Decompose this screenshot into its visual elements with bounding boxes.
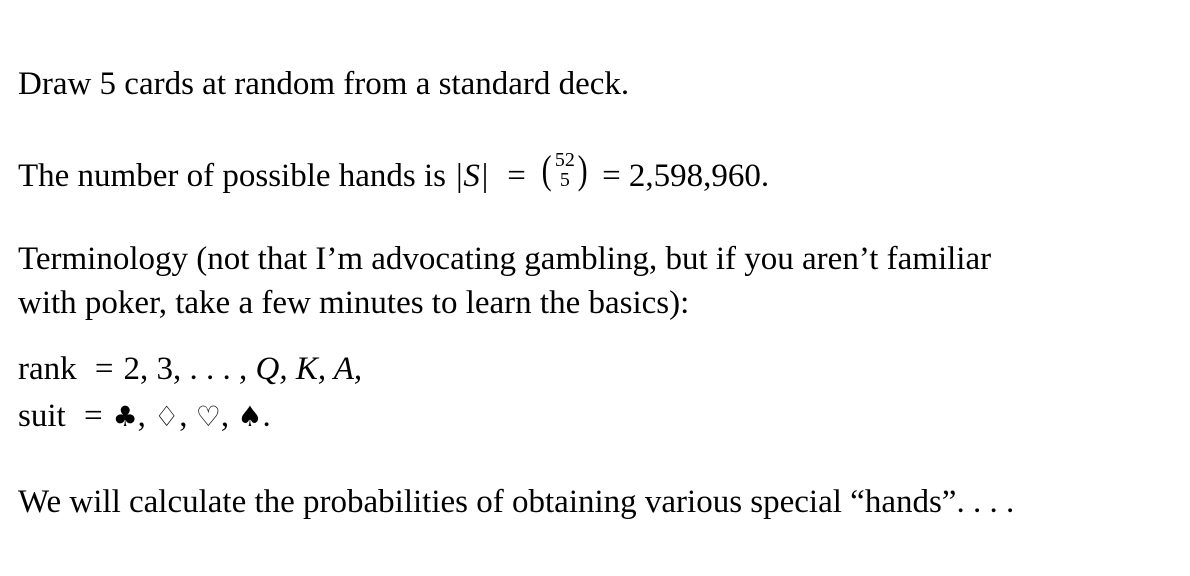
- draw-cards-text: Draw 5 cards at random from a standard deck.: [18, 66, 630, 102]
- binomial-bottom: 5: [559, 169, 570, 191]
- binomial-top: 52: [554, 149, 575, 171]
- probabilities-text: We will calculate the probabilities of obtaining various special “hands”. . . .: [18, 484, 1015, 520]
- set-size-expression: [454, 158, 497, 194]
- terminology-text-line2: with poker, take a few minutes to learn the basics):: [18, 285, 690, 321]
- suit-label: suit: [18, 398, 66, 434]
- paragraph-probabilities: [18, 486, 1014, 519]
- binomial-coefficient: [540, 147, 590, 192]
- suit-sep-2: ,: [179, 398, 188, 434]
- club-icon: ♣: [112, 400, 138, 433]
- rank-label: rank: [18, 351, 77, 387]
- paragraph-number-of-hands: [18, 147, 770, 194]
- terminology-text-line1: Terminology (not that I’m advocating gambling, but if you aren’t familiar: [18, 241, 992, 277]
- suit-sep-3: ,: [220, 398, 230, 434]
- hands-lead-text: The number of possible hands is: [18, 158, 447, 194]
- binomial-left-paren: (: [541, 147, 552, 192]
- hands-result: = 2,598,960.: [602, 158, 770, 194]
- suit-definition: [18, 400, 271, 433]
- heart-icon: ♡: [195, 400, 221, 433]
- rank-faces: Q, K, A,: [255, 351, 363, 387]
- paragraph-terminology-line2: [18, 287, 689, 320]
- set-size-symbol: |S|: [454, 158, 489, 194]
- rank-values: 2, 3, . . . ,: [123, 351, 256, 387]
- paragraph-draw-cards: [18, 68, 629, 101]
- suit-sep-1: ,: [137, 398, 146, 434]
- spade-icon: ♠: [237, 400, 263, 433]
- rank-definition: [18, 353, 362, 386]
- binomial-right-paren: ): [578, 147, 589, 192]
- suit-end: .: [262, 398, 271, 434]
- diamond-icon: ♢: [154, 400, 180, 433]
- equals-sign: =: [507, 158, 526, 194]
- rank-equals: =: [94, 351, 114, 387]
- suit-equals: =: [83, 398, 103, 434]
- paragraph-terminology-line1: [18, 243, 991, 276]
